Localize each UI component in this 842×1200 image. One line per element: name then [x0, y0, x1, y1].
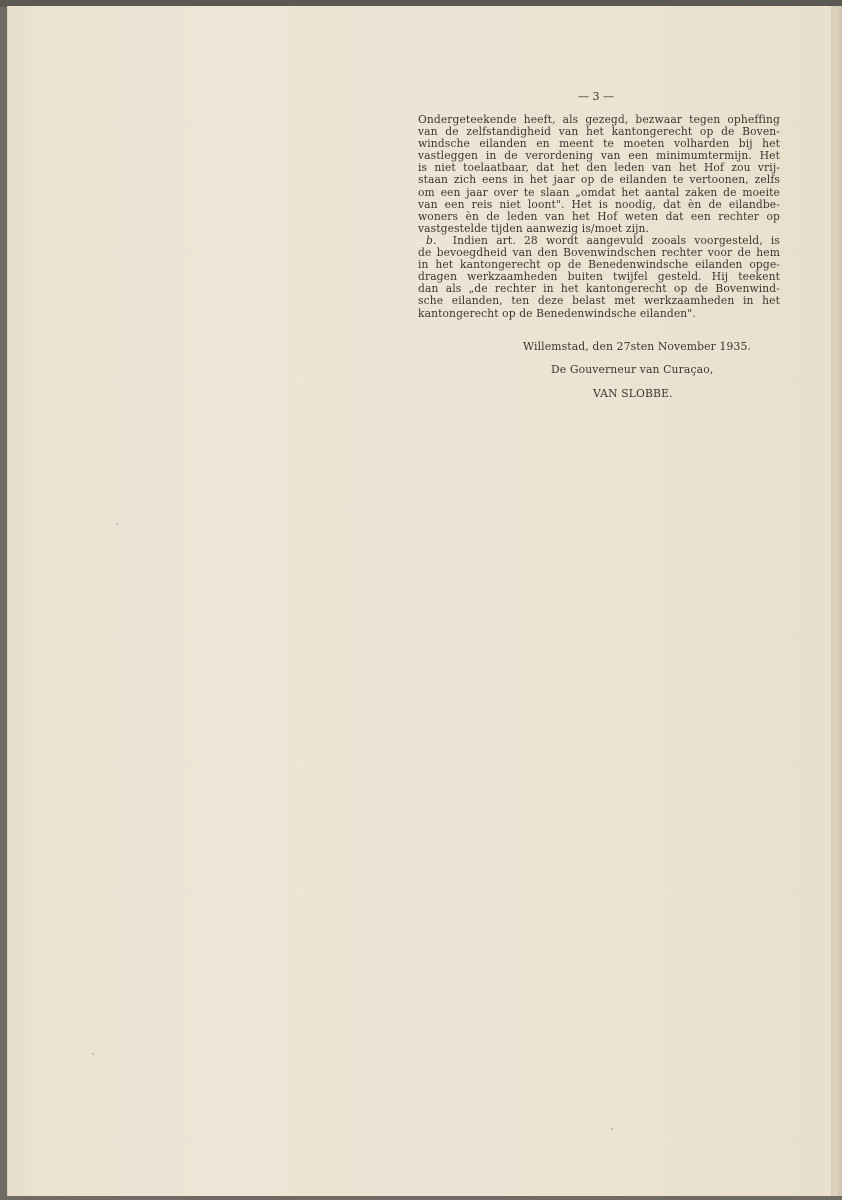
- item-b-line-6: sche eilanden, ten deze belast met werkzaamheden in het: [418, 295, 780, 308]
- paragraph-1-line-6: staan zich eens in het jaar op de eilanden te vertoonen, zelfs: [418, 174, 780, 187]
- item-b-line-7: kantongerecht op de Benedenwindsche eilanden".: [418, 307, 696, 320]
- paragraph-1-line-4: vastleggen in de verordening van een minimumtermijn. Het: [418, 150, 780, 163]
- paragraph-1-line-2: van de zelfstandigheid van het kantongerecht op de Boven-: [418, 126, 780, 139]
- paragraph-1-line-10: vastgestelde tijden aanwezig is/moet zijn.: [418, 222, 650, 235]
- item-b-line-1: [418, 235, 780, 247]
- item-b-line-5: dan als „de rechter in het kantongerecht op de Bovenwind-: [418, 283, 780, 296]
- paragraph-1-line-9: woners èn de leden van het Hof weten dat een rechter op: [418, 210, 780, 223]
- body-text: [418, 114, 780, 320]
- item-b-line-3: in het kantongerecht op de Benedenwindsche eilanden opge-: [418, 259, 780, 272]
- page-number: — 3 —: [578, 90, 614, 103]
- paper-speck: [116, 523, 118, 525]
- paragraph-1-line-8: van een reis niet loont". Het is noodig, dat èn de eilandbe-: [418, 198, 780, 211]
- paper-speck: [611, 1128, 613, 1130]
- place-date: Willemstad, den 27sten November 1935.: [523, 340, 751, 353]
- paper-speck: [92, 1053, 94, 1055]
- signatory-title: De Gouverneur van Curaçao,: [551, 363, 714, 376]
- paper-right-edge: [831, 6, 842, 1196]
- paragraph-1-line-5: is niet toelaatbaar, dat het den leden van het Hof zou vrij-: [418, 162, 780, 175]
- paragraph-1-line-1: Ondergeteekende heeft, als gezegd, bezwaar tegen opheffing: [418, 114, 780, 126]
- signatory-name: VAN SLOBBE.: [593, 387, 673, 400]
- item-b-line-2: de bevoegdheid van den Bovenwindschen rechter voor de hem: [418, 247, 780, 260]
- item-b-line-4: dragen werkzaamheden buiten twijfel gesteld. Hij teekent: [418, 271, 780, 284]
- item-b-letter: b.: [426, 234, 437, 247]
- item-b-first-line: Indien art. 28 wordt aangevuld zooals voorgesteld, is: [452, 234, 780, 247]
- paragraph-1-line-7: om een jaar over te slaan „omdat het aantal zaken de moeite: [418, 186, 780, 199]
- paragraph-1-line-3: windsche eilanden en meent te moeten volharden bij het: [418, 138, 780, 151]
